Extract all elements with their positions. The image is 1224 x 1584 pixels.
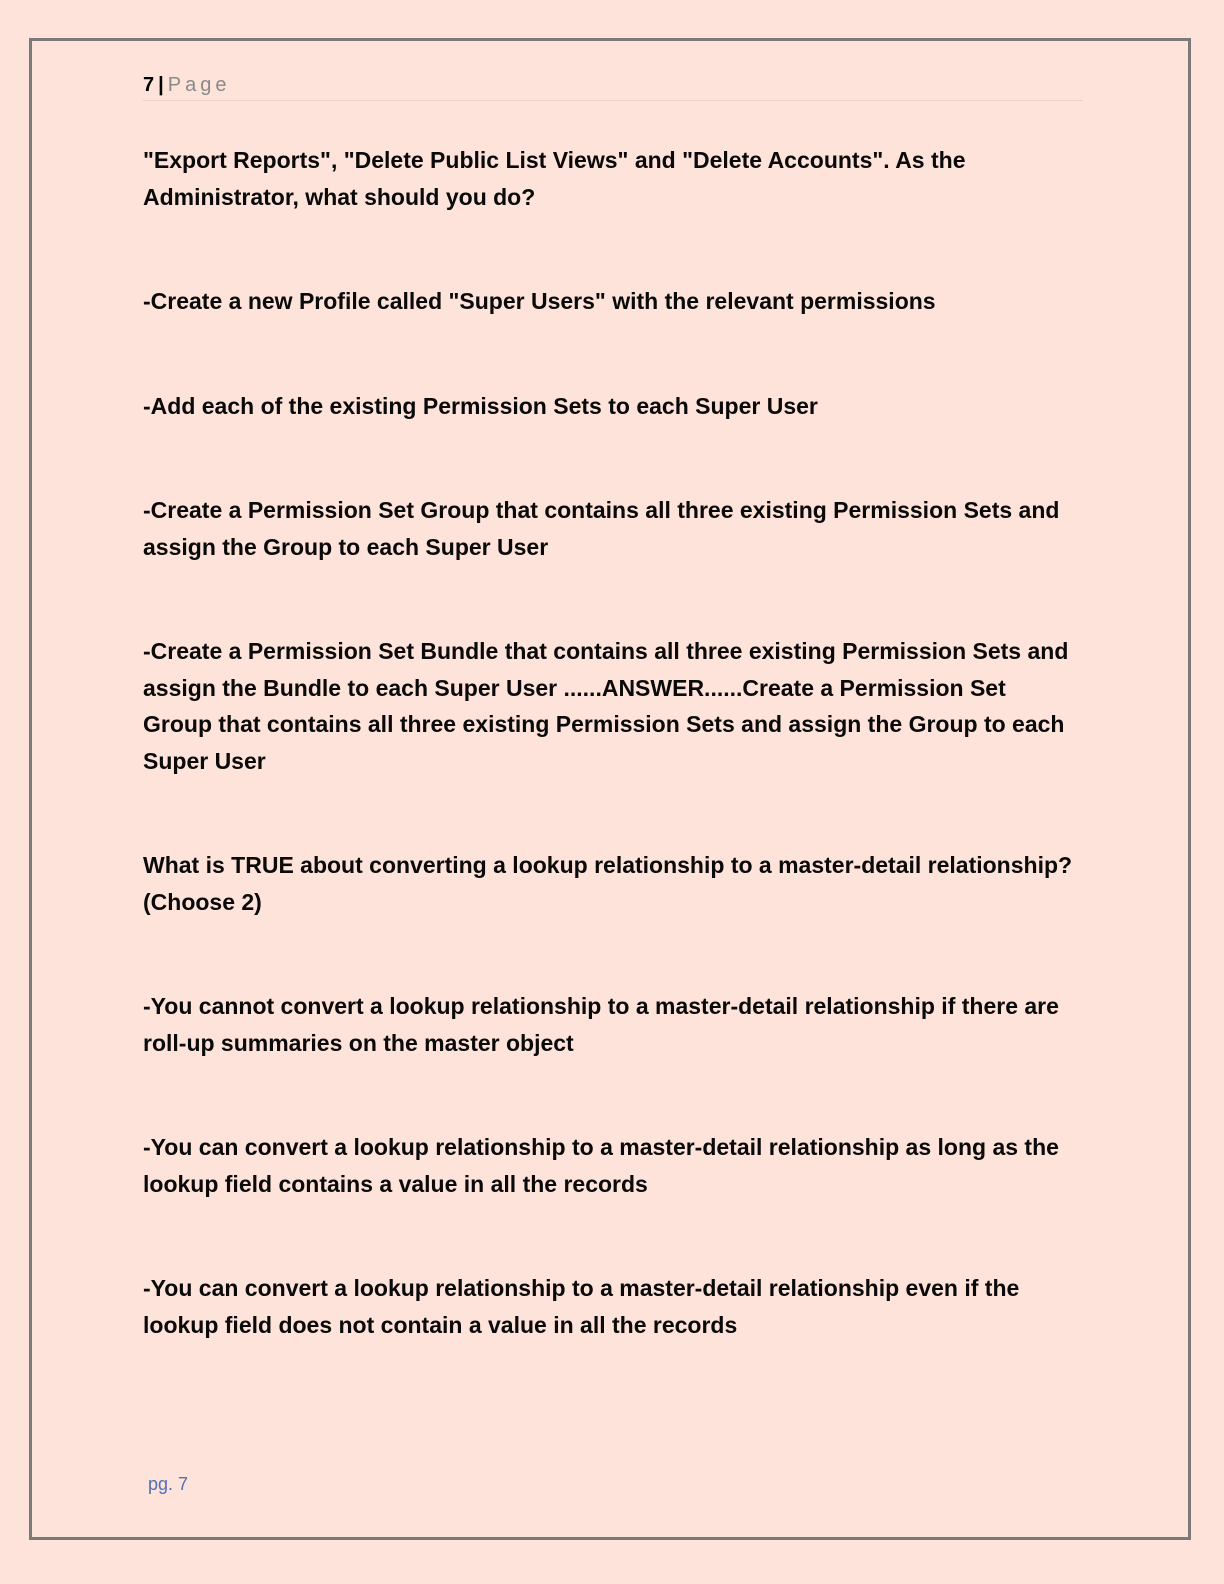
header-separator: |: [158, 74, 164, 96]
paragraph-option-can-convert-even: -You can convert a lookup relationship to a master-detail relationship even if the lookup field does not contain a value in all the records: [143, 1275, 1020, 1338]
page-header: [143, 72, 1083, 101]
header-page-number: 7: [143, 74, 155, 96]
paragraph-option-set-group: -Create a Permission Set Group that contains all three existing Permission Sets and assign the Group to each Super User: [143, 497, 1060, 560]
paragraph-question-continued: "Export Reports", "Delete Public List Views" and "Delete Accounts". As the Administrator, what should you do?: [143, 147, 966, 210]
paragraph-option-cannot-convert: -You cannot convert a lookup relationship to a master-detail relationship if there are roll-up summaries on the master object: [143, 993, 1059, 1056]
document-body: [143, 142, 1078, 1343]
paragraph-option-profile: -Create a new Profile called "Super Users" with the relevant permissions: [143, 288, 936, 314]
paragraph-option-can-convert-long: -You can convert a lookup relationship to a master-detail relationship as long as the lookup field contains a value in all the records: [143, 1134, 1059, 1197]
paragraph-option-add-sets: -Add each of the existing Permission Sets to each Super User: [143, 392, 818, 419]
paragraph-question-lookup: What is TRUE about converting a lookup relationship to a master-detail relationship? (Choose 2): [143, 852, 1073, 915]
header-page-word: Page: [167, 74, 231, 96]
page-footer: pg. 7: [148, 1474, 189, 1494]
paragraph-option-set-bundle-answer: -Create a Permission Set Bundle that contains all three existing Permission Sets and assign the Bundle to each Super User ......ANSWER......Create a Permission Set Group that contains all three existing Permission Sets and assign the Group to each Super User: [143, 638, 1069, 774]
